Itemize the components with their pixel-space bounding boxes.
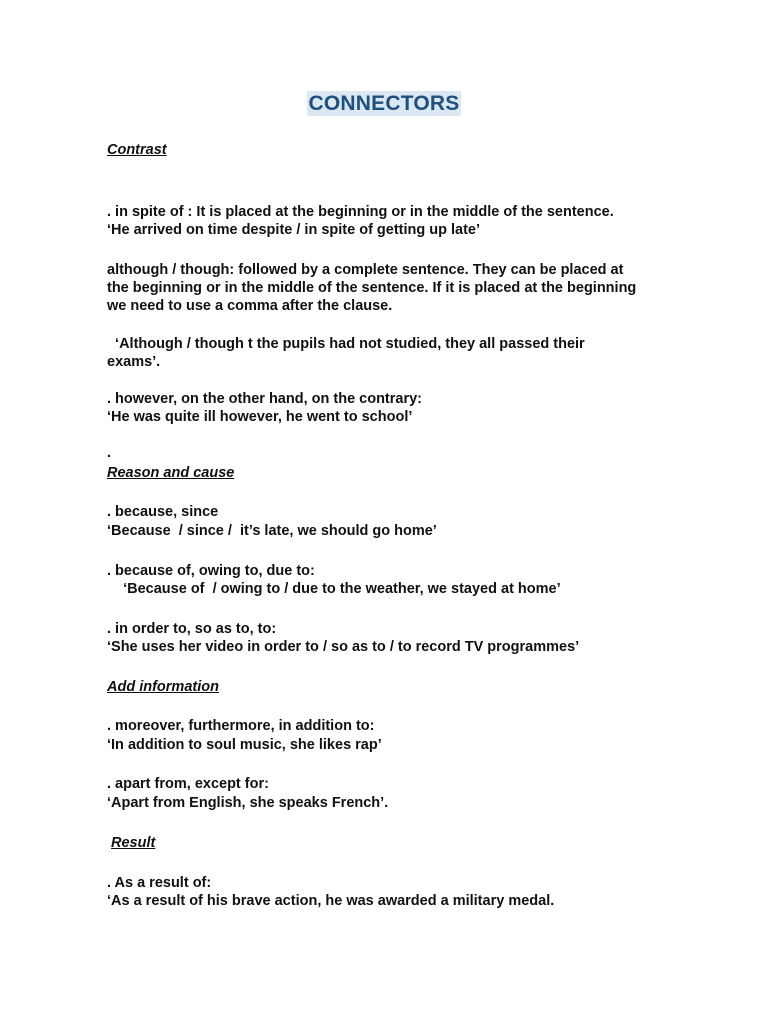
- text-line: ‘In addition to soul music, she likes rap’: [107, 737, 382, 753]
- title-text: CONNECTORS: [308, 92, 460, 115]
- text-line: ‘Apart from English, she speaks French’.: [107, 795, 389, 811]
- text-line: ‘Although / though t the pupils had not studied, they all passed their: [107, 336, 585, 352]
- text-line: . in spite of : It is placed at the beginning or in the middle of the sentence.: [107, 204, 614, 220]
- text-line: ‘Because / since / it’s late, we should go home’: [107, 523, 437, 539]
- text-line: . because, since: [107, 504, 219, 520]
- text-line: exams’.: [107, 354, 161, 370]
- text-line: . apart from, except for:: [107, 776, 269, 792]
- section-heading-contrast: Contrast: [107, 142, 167, 158]
- text-line: ‘Because of / owing to / due to the weather, we stayed at home’: [107, 581, 561, 597]
- text-line: .: [107, 445, 112, 461]
- text-line: the beginning or in the middle of the sentence. If it is placed at the beginning: [107, 280, 637, 296]
- text-line: . As a result of:: [107, 875, 212, 891]
- text-line: . moreover, furthermore, in addition to:: [107, 718, 375, 734]
- text-line: . in order to, so as to, to:: [107, 621, 277, 637]
- text-line: although / though: followed by a complete sentence. They can be placed at: [107, 262, 624, 278]
- text-line: ‘He arrived on time despite / in spite of getting up late’: [107, 222, 481, 238]
- text-line: we need to use a comma after the clause.: [107, 298, 393, 314]
- section-heading-result: Result: [111, 835, 156, 851]
- section-heading-add-information: Add information: [107, 679, 219, 695]
- text-line: ‘As a result of his brave action, he was awarded a military medal.: [107, 893, 555, 909]
- text-line: ‘She uses her video in order to / so as to / to record TV programmes’: [107, 639, 580, 655]
- text-line: . because of, owing to, due to:: [107, 563, 315, 579]
- document-title: [0, 92, 768, 116]
- text-line: ‘He was quite ill however, he went to school’: [107, 409, 413, 425]
- section-heading-reason: Reason and cause: [107, 465, 235, 481]
- text-line: . however, on the other hand, on the contrary:: [107, 391, 423, 407]
